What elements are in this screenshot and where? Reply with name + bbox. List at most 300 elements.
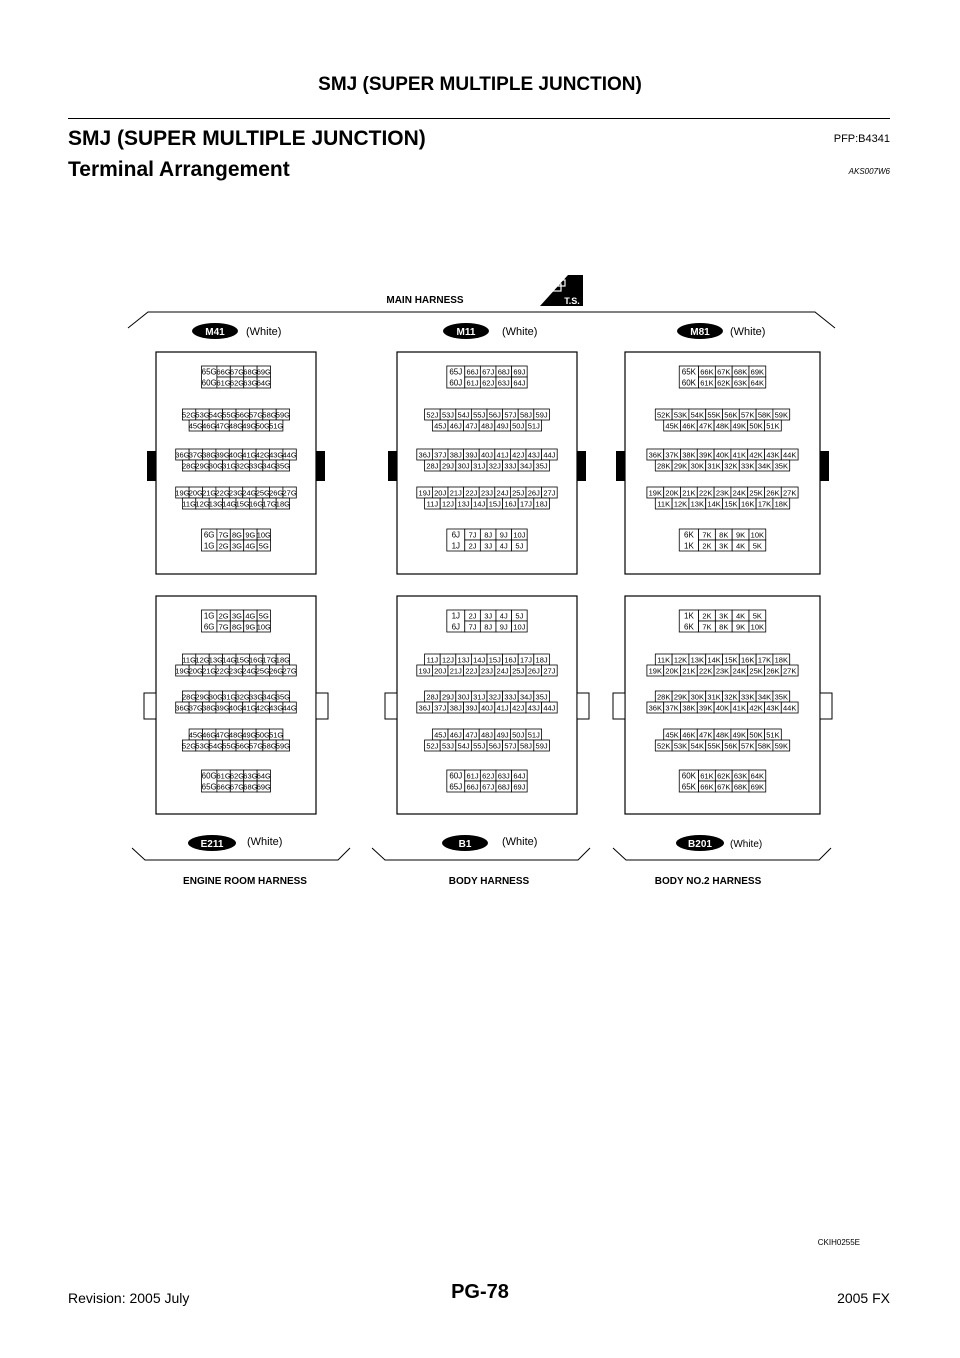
pin-label: 11K [657, 499, 671, 509]
pin-label: 40J [480, 703, 494, 713]
pin-label: 46J [449, 730, 462, 740]
body-no2-harness-label: BODY NO.2 HARNESS [654, 876, 762, 887]
pin-label: 40K [715, 450, 730, 460]
pin-label: 11J [426, 655, 439, 665]
pin-label: 23G [228, 666, 244, 676]
pin-label: 14G [222, 655, 237, 665]
pin-label: 30K [690, 461, 704, 471]
pin-label: 61J [466, 771, 479, 781]
pin-label: 19J [418, 666, 431, 676]
connector-color-b201: (White) [730, 839, 763, 850]
pin-label: 20G [188, 488, 203, 498]
svg-text:M81: M81 [690, 327, 710, 338]
pin-label: 33G [249, 461, 264, 471]
pin-label: 25K [749, 666, 763, 676]
pin-label: 24G [242, 488, 257, 498]
pin-label: 27K [783, 666, 797, 676]
pin-label: 31K [707, 692, 721, 702]
pin-label: 57J [504, 741, 517, 751]
pin-label: 34K [757, 692, 772, 702]
footer-revision: Revision: 2005 July [68, 1290, 190, 1306]
pin-label: 47G [215, 421, 230, 431]
connector-color-m11: (White) [502, 326, 538, 338]
connector-badge-m81 [677, 323, 765, 339]
pin-label: 50G [255, 421, 270, 431]
pin-label: 25G [255, 488, 270, 498]
pin-label: 54G [208, 741, 223, 751]
pin-label: 39G [215, 450, 230, 460]
pin-label: 1J [451, 541, 461, 551]
pin-label: 32J [488, 461, 501, 471]
pin-label: 69K [750, 367, 765, 377]
pin-label: 42G [255, 703, 270, 713]
pin-label: 28J [426, 461, 439, 471]
pin-label: 26G [269, 666, 284, 676]
connector-color-m81: (White) [730, 326, 766, 338]
pin-label: 59G [275, 410, 290, 420]
pin-label: 4K [735, 611, 746, 621]
pin-label: 41G [242, 703, 257, 713]
pin-label: 25J [512, 488, 525, 498]
pin-label: 30G [208, 461, 223, 471]
pin-label: 56K [724, 410, 738, 420]
connector-m11 [388, 352, 586, 574]
pin-label: 8K [719, 530, 729, 540]
pin-label: 38G [202, 703, 217, 713]
pin-label: 51K [766, 730, 780, 740]
pin-label: 22G [215, 488, 230, 498]
pin-label: 67G [229, 367, 245, 377]
pin-label: 16J [504, 655, 517, 665]
pin-label: 34G [262, 692, 277, 702]
pin-label: 9J [499, 622, 508, 632]
pin-label: 43K [766, 703, 780, 713]
connector-bodies [144, 352, 832, 814]
pin-label: 14G [222, 499, 237, 509]
pin-label: 66G [216, 782, 231, 792]
pin-label: 2J [468, 611, 477, 621]
pin-label: 10G [256, 622, 271, 632]
pin-label: 60G [201, 378, 217, 388]
pin-label: 16G [249, 655, 264, 665]
pin-label: 22J [465, 488, 478, 498]
pin-label: 64J [513, 378, 526, 388]
svg-text:B1: B1 [458, 839, 472, 850]
pin-label: 17G [262, 499, 277, 509]
pin-label: 16K [741, 655, 755, 665]
pin-label: 23K [715, 488, 730, 498]
pin-label: 40J [480, 450, 494, 460]
pin-label: 31K [707, 461, 721, 471]
pin-label: 48J [480, 421, 494, 431]
pin-label: 62K [717, 771, 731, 781]
pin-label: 18G [275, 655, 290, 665]
pin-label: 45G [188, 730, 203, 740]
pin-label: 66G [216, 367, 231, 377]
pin-label: 62G [229, 378, 245, 388]
pin-label: 33J [504, 692, 517, 702]
pin-label: 5G [258, 541, 269, 551]
pin-label: 64K [750, 771, 765, 781]
pin-label: 6J [451, 622, 461, 632]
figure-code: CKIH0255E [817, 1238, 860, 1247]
pin-label: 32J [488, 692, 501, 702]
pin-label: 2K [702, 611, 712, 621]
pin-label: 46G [202, 421, 217, 431]
pin-label: 4G [245, 541, 256, 551]
pin-label: 2J [468, 541, 477, 551]
pin-label: 14K [707, 499, 721, 509]
pin-label: 19G [175, 666, 190, 676]
pin-label: 14K [707, 655, 721, 665]
pin-label: 45K [665, 730, 679, 740]
pin-label: 64G [256, 378, 271, 388]
pin-label: 62J [482, 771, 495, 781]
pin-label: 2G [218, 541, 229, 551]
pin-label: 16G [249, 499, 264, 509]
pin-label: 51G [269, 730, 284, 740]
pin-label: 16K [741, 499, 755, 509]
pin-label: 58J [519, 410, 533, 420]
pin-label: 28K [657, 692, 671, 702]
pin-label: 5K [752, 611, 762, 621]
pin-label: 53K [673, 741, 688, 751]
pin-label: 13J [457, 499, 470, 509]
pin-label: 43G [269, 450, 284, 460]
pin-label: 31G [222, 461, 237, 471]
pin-label: 36J [418, 450, 431, 460]
pin-label: 61J [466, 378, 479, 388]
pin-label: 48J [480, 730, 494, 740]
pin-label: 39J [465, 703, 478, 713]
pin-label: 67G [229, 782, 245, 792]
pin-label: 54K [690, 410, 704, 420]
pin-label: 31J [473, 461, 486, 471]
pin-label: 59J [535, 410, 548, 420]
pin-label: 62J [482, 378, 495, 388]
pin-label: 19J [418, 488, 431, 498]
pin-label: 20J [434, 488, 447, 498]
pin-label: 16J [504, 499, 517, 509]
pin-label: 17K [757, 655, 772, 665]
pin-label: 44J [543, 450, 556, 460]
pin-label: 13G [208, 655, 223, 665]
pin-label: 55J [473, 410, 486, 420]
pin-label: 62G [229, 771, 245, 781]
engine-room-harness-label: ENGINE ROOM HARNESS [183, 876, 307, 887]
pin-label: 43J [527, 450, 540, 460]
pin-label: 8G [231, 622, 243, 632]
pin-label: 55G [222, 741, 237, 751]
pin-label: 61G [216, 771, 231, 781]
pin-label: 18K [774, 499, 788, 509]
pin-label: 41K [732, 703, 746, 713]
pin-label: 54J [457, 410, 470, 420]
pin-label: 10G [256, 530, 271, 540]
pin-label: 11K [657, 655, 671, 665]
svg-text:M11: M11 [456, 327, 476, 338]
pin-label: 65J [449, 367, 463, 377]
pin-label: 67K [717, 367, 731, 377]
pin-label: 44K [783, 450, 797, 460]
pin-label: 61K [700, 771, 714, 781]
pin-label: 9G [245, 530, 256, 540]
pin-label: 47G [215, 730, 230, 740]
pin-label: 36J [418, 703, 431, 713]
pin-label: 44G [282, 450, 297, 460]
pin-label: 55J [473, 741, 486, 751]
pin-label: 64K [750, 378, 765, 388]
connector-badge-b1 [442, 835, 537, 851]
pin-label: 3K [719, 611, 729, 621]
pin-label: 38J [449, 450, 462, 460]
pin-label: 34K [757, 461, 772, 471]
pin-label: 26K [766, 488, 780, 498]
pin-label: 69G [256, 782, 271, 792]
body-harness-bracket [372, 848, 590, 860]
pin-label: 42K [749, 450, 763, 460]
pin-label: 32K [724, 461, 738, 471]
pin-label: 8J [484, 622, 493, 632]
pin-label: 32G [235, 461, 250, 471]
pin-label: 57G [249, 410, 264, 420]
footer-model: 2005 FX [837, 1290, 890, 1306]
pin-label: 58G [262, 410, 277, 420]
pin-label: 69J [513, 367, 526, 377]
ts-symbol-icon [540, 275, 583, 306]
body-harness-label: BODY HARNESS [448, 876, 530, 887]
pin-label: 37J [434, 703, 447, 713]
pin-label: 33J [504, 461, 517, 471]
pin-label: 38G [202, 450, 217, 460]
pin-label: 45J [434, 730, 447, 740]
pin-label: 46K [682, 730, 696, 740]
pin-label: 43K [766, 450, 780, 460]
pin-label: 11J [426, 499, 439, 509]
pin-label: 69G [256, 367, 271, 377]
pin-label: 62K [717, 378, 731, 388]
pin-label: 26J [527, 488, 540, 498]
pin-label: 59K [774, 741, 788, 751]
pin-label: 15G [235, 499, 250, 509]
pin-label: 2K [702, 541, 712, 551]
pin-label: 52K [657, 410, 671, 420]
pin-label: 27J [543, 488, 556, 498]
pin-label: 47K [699, 421, 713, 431]
pin-label: 22G [215, 666, 230, 676]
pin-label: 49G [242, 730, 257, 740]
pin-label: 39J [465, 450, 478, 460]
pin-label: 35J [535, 692, 548, 702]
connector-color-e211: (White) [247, 836, 283, 848]
pin-label: 25J [512, 666, 525, 676]
pin-label: 15K [724, 499, 738, 509]
pin-label: 63J [497, 378, 510, 388]
pin-label: 56G [235, 741, 250, 751]
pin-label: 49J [496, 421, 509, 431]
pin-label: 66K [700, 782, 714, 792]
pin-label: 56G [235, 410, 250, 420]
pin-label: 12K [673, 655, 688, 665]
pin-label: 37K [665, 703, 679, 713]
pin-label: 49K [732, 730, 746, 740]
pin-label: 63K [733, 378, 748, 388]
pin-label: 21K [682, 666, 696, 676]
svg-text:M41: M41 [205, 327, 225, 338]
pin-label: 31J [473, 692, 486, 702]
pin-label: 28K [657, 461, 671, 471]
pin-label: 58K [757, 410, 772, 420]
pin-label: 21G [202, 666, 217, 676]
pin-label: 65J [449, 782, 463, 792]
pin-label: 26G [269, 488, 284, 498]
pin-label: 33K [741, 692, 755, 702]
engine-room-harness-bracket [132, 848, 350, 860]
pin-label: 15J [488, 499, 501, 509]
pin-label: 25G [255, 666, 270, 676]
pin-label: 24K [732, 666, 746, 676]
connector-badge-m41 [192, 323, 281, 339]
pin-label: 42K [749, 703, 763, 713]
pin-label: 49K [732, 421, 746, 431]
pin-label: 13G [208, 499, 223, 509]
pin-label: 60J [449, 378, 463, 388]
pin-label: 29J [441, 692, 455, 702]
pin-label: 50J [512, 730, 525, 740]
pin-label: 37K [665, 450, 679, 460]
pin-label: 65K [681, 367, 697, 377]
pin-label: 69J [513, 782, 526, 792]
connector-b201 [613, 596, 832, 814]
pin-label: 11G [182, 655, 196, 665]
pin-label: 9J [499, 530, 508, 540]
pin-label: 40G [228, 450, 244, 460]
pin-label: 10K [750, 622, 765, 632]
pin-label: 57K [741, 410, 755, 420]
pin-label: 44J [543, 703, 556, 713]
pin-label: 9K [735, 530, 746, 540]
pin-label: 23J [480, 666, 494, 676]
page-header-title: SMJ (SUPER MULTIPLE JUNCTION) [318, 74, 642, 95]
pin-label: 65K [681, 782, 697, 792]
pin-label: 34G [262, 461, 277, 471]
pin-label: 23J [480, 488, 494, 498]
pin-label: 45J [434, 421, 447, 431]
svg-text:B201: B201 [688, 839, 712, 850]
pin-label: 60K [681, 771, 697, 781]
pin-label: 21G [202, 488, 217, 498]
pin-label: 52J [426, 410, 439, 420]
pin-label: 32G [235, 692, 250, 702]
pin-label: 60G [201, 771, 217, 781]
subsection-title: Terminal Arrangement [68, 158, 290, 181]
pin-label: 9K [735, 622, 746, 632]
pin-label: 7G [218, 530, 229, 540]
pin-label: 52G [182, 741, 197, 751]
pin-label: 3J [484, 611, 493, 621]
pin-label: 47J [465, 421, 478, 431]
pin-label: 23K [715, 666, 730, 676]
pin-label: 21J [449, 666, 462, 676]
ts-label: T.S. [564, 296, 580, 306]
pin-label: 46G [202, 730, 217, 740]
pin-label: 28G [182, 461, 197, 471]
pin-label: 11G [182, 499, 196, 509]
pin-label: 68J [497, 367, 510, 377]
pin-label: 63J [497, 771, 510, 781]
pin-label: 67J [482, 367, 495, 377]
pin-label: 5J [515, 611, 524, 621]
pin-label: 55K [707, 741, 721, 751]
pin-label: 41G [242, 450, 257, 460]
pin-label: 20K [665, 666, 679, 676]
pin-label: 14J [473, 655, 486, 665]
pin-label: 20K [665, 488, 679, 498]
pin-label: 59G [275, 741, 290, 751]
pin-label: 36K [648, 703, 662, 713]
pin-label: 53G [195, 741, 210, 751]
pin-label: 63G [243, 771, 258, 781]
pin-label: 5G [258, 611, 269, 621]
pin-label: 49G [242, 421, 257, 431]
pin-label: 23G [228, 488, 244, 498]
pin-label: 36G [175, 703, 190, 713]
pin-label: 60J [449, 771, 463, 781]
pin-label: 12K [673, 499, 688, 509]
pin-label: 63K [733, 771, 748, 781]
pin-label: 20J [434, 666, 447, 676]
pin-label: 28G [182, 692, 197, 702]
pin-label: 56J [488, 741, 501, 751]
pin-label: 47J [465, 730, 478, 740]
pin-label: 56J [488, 410, 501, 420]
pin-label: 65G [201, 782, 217, 792]
pin-label: 37J [434, 450, 447, 460]
pin-label: 34J [519, 461, 533, 471]
pin-label: 27J [543, 666, 556, 676]
pin-label: 3G [231, 541, 243, 551]
pin-label: 10J [513, 530, 526, 540]
pin-label: 8K [719, 622, 729, 632]
pin-label: 61K [700, 378, 714, 388]
pin-label: 27G [282, 488, 297, 498]
pin-label: 33K [741, 461, 755, 471]
pin-label: 6K [684, 622, 694, 632]
pin-label: 6K [684, 530, 694, 540]
pin-label: 66K [700, 367, 714, 377]
connector-color-b1: (White) [502, 836, 538, 848]
connector-color-m41: (White) [246, 326, 282, 338]
pin-label: 67J [482, 782, 495, 792]
pin-label: 53J [441, 410, 455, 420]
pin-label: 49J [496, 730, 509, 740]
pin-label: 22K [699, 666, 713, 676]
pin-label: 13K [690, 499, 704, 509]
pin-label: 54K [690, 741, 704, 751]
pin-label: 18J [535, 655, 548, 665]
pin-label: 19G [175, 488, 190, 498]
pin-label: 64J [513, 771, 526, 781]
pin-label: 22J [465, 666, 478, 676]
pin-label: 35G [275, 461, 290, 471]
pin-label: 18G [275, 499, 290, 509]
pin-label: 19K [648, 666, 662, 676]
pin-label: 52G [182, 410, 197, 420]
pin-label: 15G [235, 655, 250, 665]
pin-label: 1K [684, 541, 694, 551]
pin-label: 66J [466, 782, 479, 792]
pin-label: 64G [256, 771, 271, 781]
